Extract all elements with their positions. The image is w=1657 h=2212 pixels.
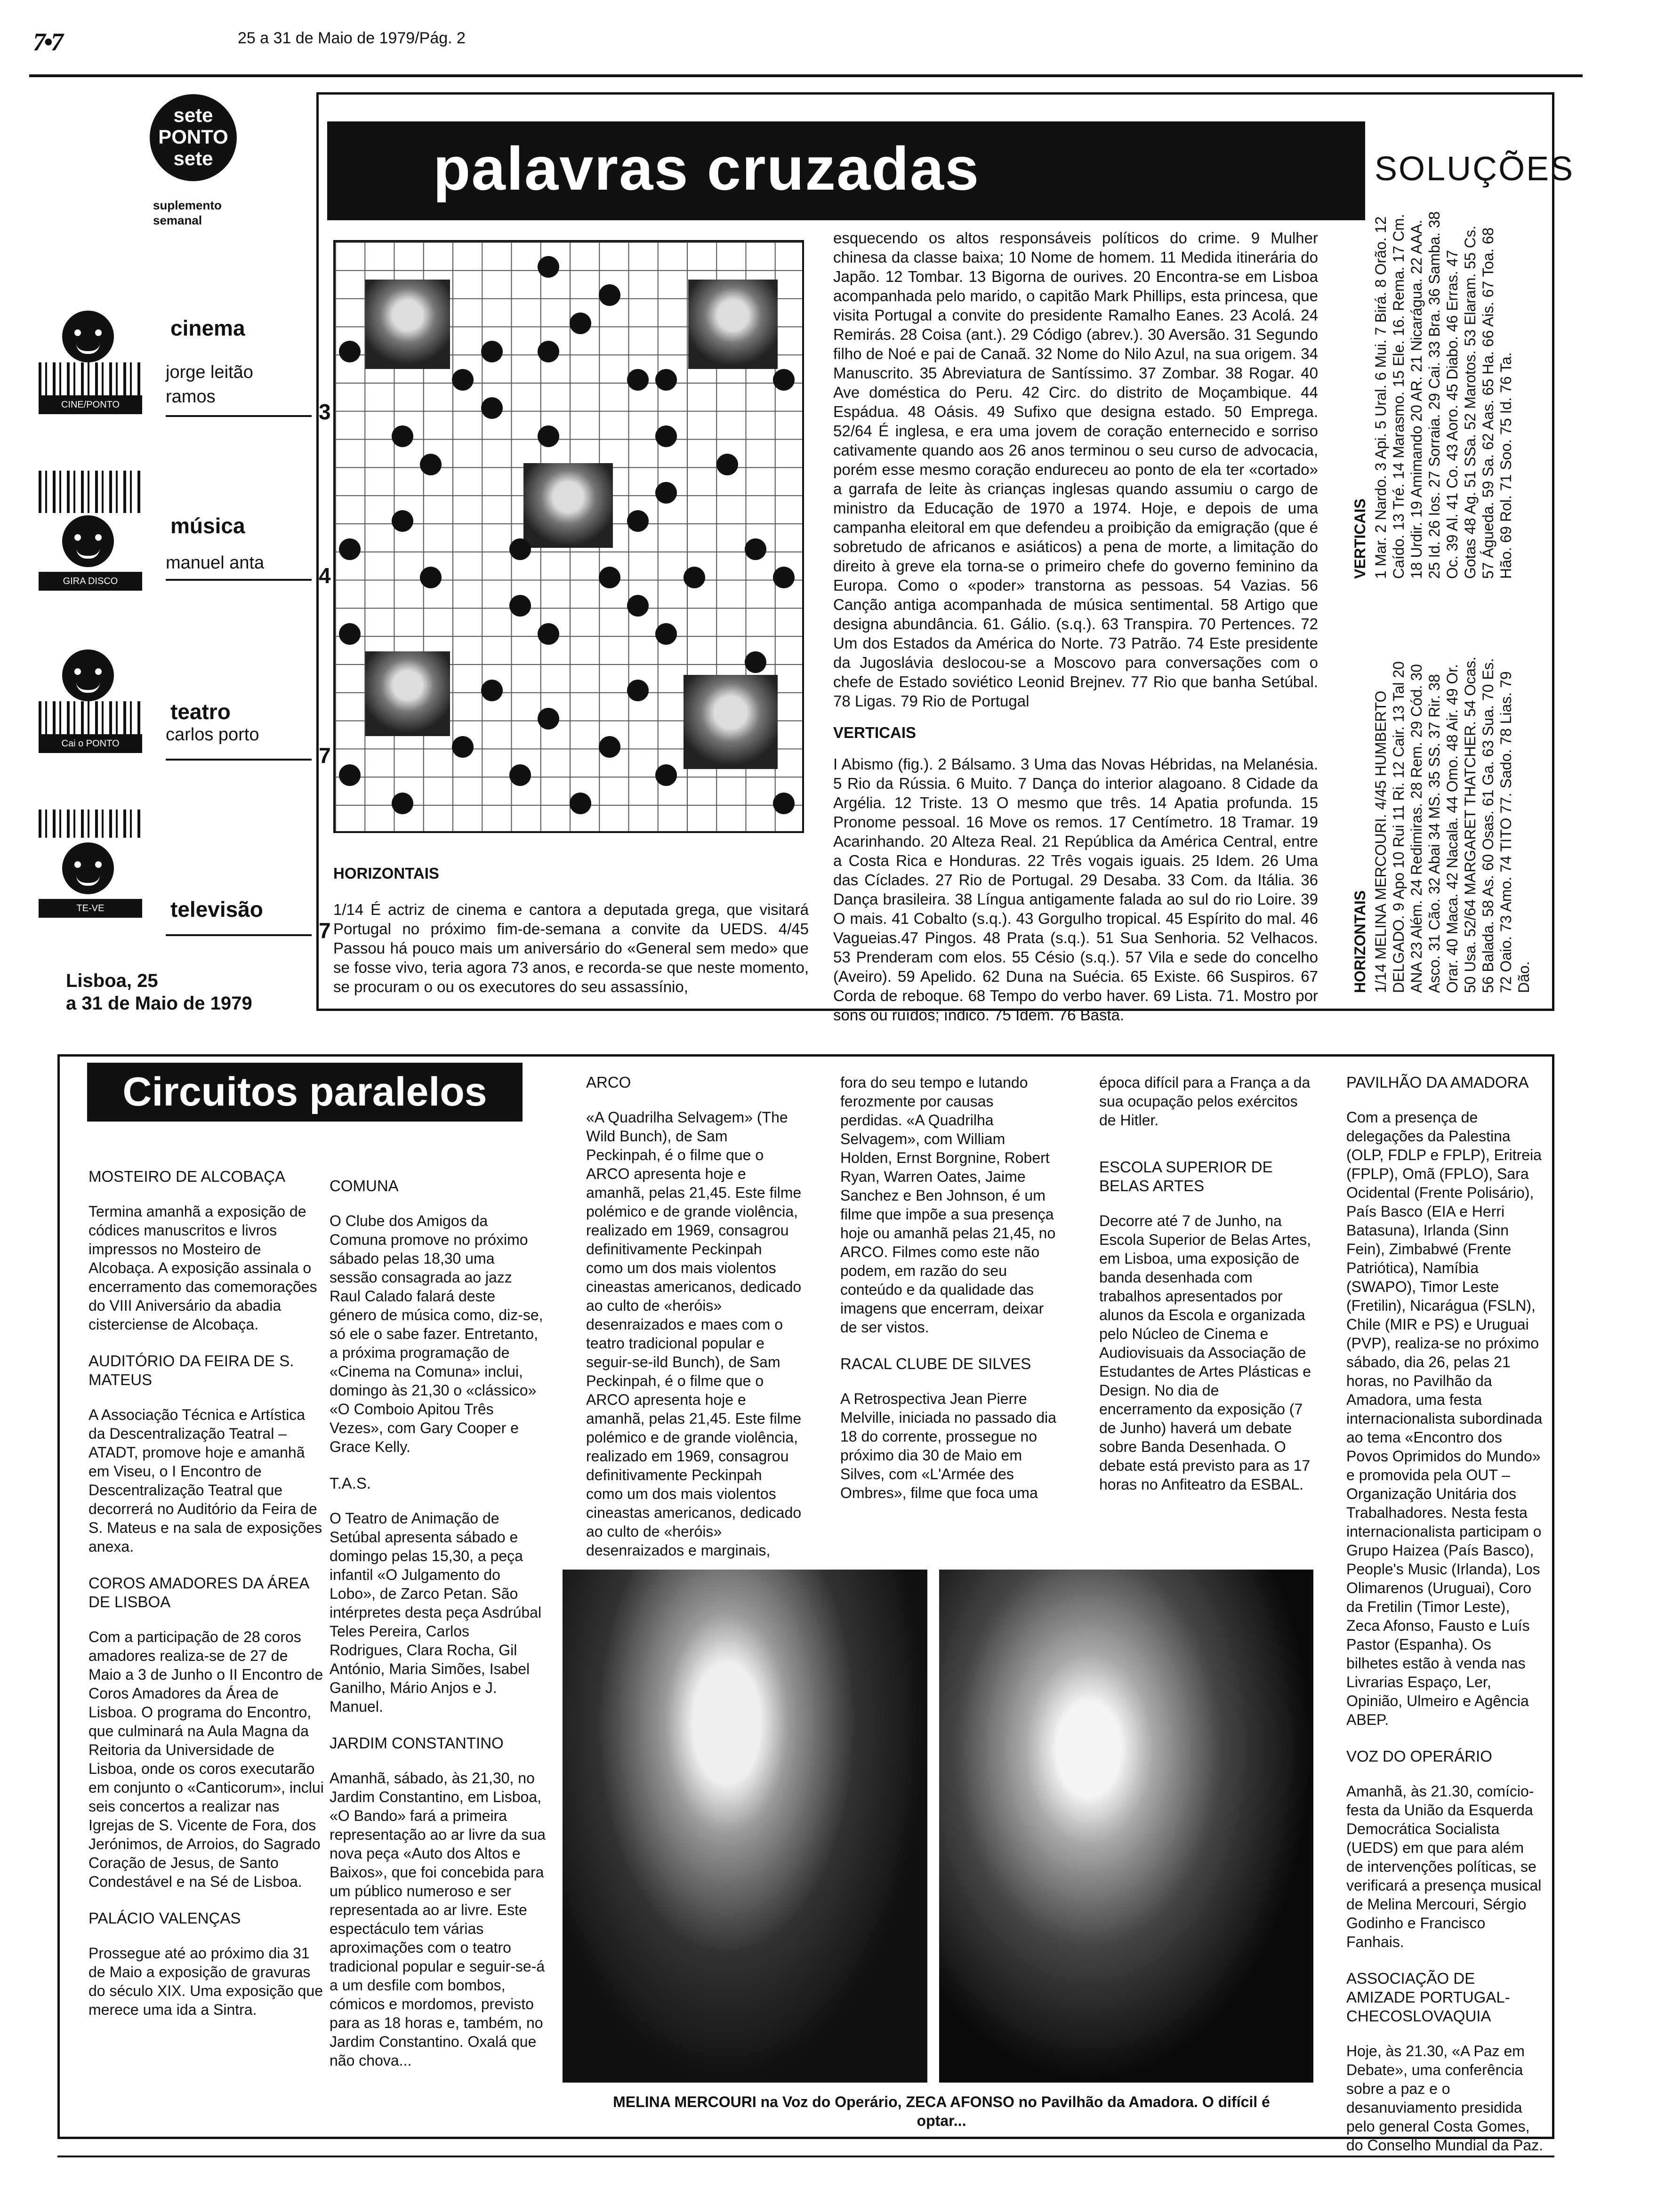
section-page: 7	[319, 918, 331, 943]
column-1	[88, 1167, 324, 2037]
black-cell	[538, 341, 559, 362]
section-page: 4	[319, 563, 331, 588]
black-cell	[655, 623, 677, 645]
black-cell	[684, 567, 705, 588]
face-icon	[62, 842, 114, 894]
section-rule	[166, 759, 312, 761]
black-cell	[599, 567, 620, 588]
section-author: jorge leitão	[166, 362, 253, 382]
cinema-icon	[29, 311, 147, 409]
black-cell	[655, 425, 677, 447]
article-text: Amanhã, às 21.30, comício-festa da União da Esquerda Democrática Socialista (UEDS) em que para além de intervenções políticas, se verificará a presença musical de Melina Mercouri, Sérgio Godinho e Francisco Fanhais.	[1346, 1783, 1542, 1950]
article-text: Decorre até 7 de Junho, na Escola Superior de Belas Artes, em Lisboa, uma exposição de banda desenhada com trabalhos apresentados por alunos da Escola e organizada pelo Núcleo de Cinema e Audiovisuais da Associação de Estudantes de Artes Plásticas e Design. No dia de encerramento da exposição (7 de Junho) haverá um debate sobre Banda Desenhada. O debate está previsto para as 17 horas no Anfiteatro da ESBAL.	[1099, 1212, 1311, 1493]
black-cell	[339, 623, 361, 645]
black-cell	[538, 256, 559, 278]
black-cell	[627, 369, 649, 391]
section-title: cinema	[170, 316, 245, 340]
clues-heading: HORIZONTAIS	[333, 865, 439, 882]
crossword-grid[interactable]	[333, 240, 804, 833]
sete-ponto-sete-logo	[150, 94, 237, 181]
column-4	[840, 1073, 1057, 1520]
face-icon	[62, 649, 114, 701]
article-text: A Retrospectiva Jean Pierre Melville, iniciada no passado dia 18 do corrente, prossegue no próximo dia 30 de Maio em Silves, com «L'Armée des Ombres», filme que foca uma	[840, 1390, 1056, 1501]
black-cell	[420, 567, 442, 588]
black-cell	[481, 341, 503, 362]
section-rule	[166, 934, 312, 936]
article-heading: PALÁCIO VALENÇAS	[88, 1909, 241, 1927]
black-cell	[745, 538, 766, 560]
suplemento-line: semanal	[153, 213, 202, 227]
suplemento-label	[153, 198, 222, 228]
black-cell	[538, 623, 559, 645]
photo-zeca-afonso	[563, 1570, 927, 2083]
article-text: fora do seu tempo e lutando ferozmente por causas perdidas. «A Quadrilha Selvagem», com William Holden, Ernst Borgnine, Robert Ryan, Warren Oates, Jaime Sanchez e Ben Johnson, é um filme que impõe a sua presença hoje ou amanhã pelas 21,45, no ARCO. Filmes como este não podem, em razão do seu conteúdo e da qualidade das imagens que encerram, deixar de ser vistos.	[840, 1074, 1056, 1336]
article-text: O Clube dos Amigos da Comuna promove no próximo sábado pelas 18,30 uma sessão consagrada ao jazz Raul Calado falará deste género de música como, diz-se, só ele o sabe fazer. Entretanto, a próxima programação de «Cinema na Comuna» inclui, domingo às 21,30 o «clássico» «O Comboio Apitou Três Vezes», com Gary Cooper e Grace Kelly.	[330, 1212, 543, 1455]
black-cell	[339, 764, 361, 786]
black-cell	[392, 425, 413, 447]
black-cell	[339, 538, 361, 560]
article-text: O Teatro de Animação de Setúbal apresenta sábado e domingo pelas 15,30, a peça infantil «O Julgamento do Lobo», de Zarco Petan. São intérpretes desta peça Asdrúbal Teles Pereira, Carlos Rodrigues, Clara Rocha, Gil António, Maria Simões, Isabel Ganilho, Mário Anjos e J. Manuel.	[330, 1510, 542, 1715]
section-tag: Cai o PONTO	[39, 734, 142, 753]
portrait-photo	[365, 651, 450, 736]
black-cell	[509, 538, 531, 560]
article-text: «A Quadrilha Selvagem» (The Wild Bunch), de Sam Peckinpah, é o filme que o ARCO apresenta hoje e amanhã, pelas 21,45. Este filme polémico e de grande violência, realizado em 1969, consagrou definitivamente Peckinpah como um dos mais violentos cineastas americanos, dedicado ao culto de «heróis» desenraizados e maes com o teatro tradicional popular e seguir-se-ild Bunch), de Sam Peckinpah, é o filme que o ARCO apresenta hoje e amanhã, pelas 21,45. Este filme polémico e de grande violência, realizado em 1969, consagrou definitivamente Peckinpah como um dos mais violentos cineastas americanos, dedicado ao culto de «heróis» desenraizados e marginais,	[586, 1109, 802, 1559]
section-title: teatro	[170, 699, 231, 724]
black-cell	[538, 708, 559, 729]
black-cell	[655, 369, 677, 391]
column-3	[586, 1073, 803, 1578]
section-tag: CINE/PONTO	[39, 395, 142, 414]
portrait-photo	[688, 280, 778, 369]
clues-heading: VERTICAIS	[833, 724, 917, 741]
article-text: Prossegue até ao próximo dia 31 de Maio a exposição de gravuras do século XIX. Uma exposição que merece uma ida a Sintra.	[88, 1945, 323, 2018]
solucoes-horizontais	[1351, 654, 1533, 993]
solucoes-heading-horizontais: HORIZONTAIS	[1351, 890, 1368, 993]
section-title: música	[170, 513, 245, 538]
suplemento-line: suplemento	[153, 198, 222, 212]
article-text: Amanhã, sábado, às 21,30, no Jardim Constantino, em Lisboa, «O Bando» fará a primeira representação ao ar livre da sua nova peça «Auto dos Altos e Baixos», que foi concebida para um público numeroso e ser representada ao ar livre. Este espectáculo tem várias aproximações com o teatro tradicional popular e seguir-se-á a um desfile com bombos, cómicos e mordomos, previsto para as 18 horas e, também, no Jardim Constantino. Oxalá que não chova...	[330, 1770, 546, 2069]
section-tag: GIRA DISCO	[39, 572, 142, 591]
black-cell	[509, 595, 531, 617]
black-cell	[392, 793, 413, 814]
article-heading: VOZ DO OPERÁRIO	[1346, 1747, 1492, 1765]
portrait-photo	[523, 463, 613, 548]
black-cell	[655, 764, 677, 786]
portrait-photo	[684, 675, 778, 769]
article-heading: RACAL CLUBE DE SILVES	[840, 1355, 1031, 1372]
newspaper-logo: 7•7	[33, 28, 62, 56]
barcode-icon	[39, 362, 142, 395]
antenna-icon	[39, 809, 142, 838]
solucoes-text: 1/14 MELINA MERCOURI. 4/45 HUMBERTO DELGADO. 9 Apo 10 Rui 11 Ri. 12 Cair. 13 Tal 20 ANA 23 Além. 24 Redimiras. 28 Rem. 29 Cód. 30 Asco. 31 Cão. 32 Abai 34 MS. 35 SS. 37 Rir. 38 Orar. 40 Maca. 42 Nacala. 44 Omo. 48 Air. 49 Or. 50 Usa. 52/64 MARGARET THATCHER. 54 Ocas. 56 Balada. 58 As. 60 Osas. 61 Ga. 63 Sua. 70 Es. 72 Oaio. 73 Amo. 74 TITO 77. Sado. 78 Lias. 79 Dão.	[1372, 657, 1532, 993]
black-cell	[627, 510, 649, 532]
black-cell	[452, 736, 474, 758]
clues-text: I Abismo (fig.). 2 Bálsamo. 3 Uma das Novas Hébridas, na Melanésia. 5 Rio da Rússia. 6 Muito. 7 Dança do interior alagoano. 8 Cidade da Argélia. 12 Triste. 13 O mesmo que três. 14 Apatia profunda. 15 Pronome pessoal. 16 Move os remos. 17 Centímetro. 18 Tramar. 19 Acarinhando. 20 Alteza Real. 21 República da América Central, entre a Costa Rica e Honduras. 22 Três vogais iguais. 25 Idem. 26 Uma das Cíclades. 27 Rio de Portugal. 29 Desaba. 33 Com. da Itália. 36 Dança brasileira. 38 Língua antigamente falada ao sul do rio Loire. 39 O mais. 41 Cobalto (s.q.). 43 Gorgulho tropical. 45 Espírito do mal. 46 Vagueias.47 Pingos. 48 Prata (s.q.). 51 Sua Senhoria. 52 Velhacos. 53 Prenderam com elos. 55 Césio (s.q.). 57 Vila e sede do concelho (Aveiro). 59 Apelido. 62 Duna na Suécia. 65 Existe. 66 Suspiros. 67 Corda de reboque. 68 Tempo do verbo haver. 69 Lista. 71. Mostro por sons ou ruídos; índico. 75 Idem. 76 Basta.	[833, 755, 1318, 1024]
portrait-photo	[365, 280, 450, 369]
article-heading: ESCOLA SUPERIOR DE BELAS ARTES	[1099, 1158, 1273, 1194]
black-cell	[745, 651, 766, 673]
black-cell	[716, 454, 738, 475]
black-cell	[599, 736, 620, 758]
article-text: Com a presença de delegações da Palestina (OLP, FDLP e FPLP), Eritreia (FPLP), Omã (FPLO), Sara Ocidental (Frente Polisário), País Basco (EIA e Herri Batasuna), Irlanda (Sinn Fein), Zimbabwé (Frente Patriótica), Namíbia (SWAPO), Timor Leste (Fretilin), Nicarágua (FSLN), Chile (MIR e PS) e Uruguai (PVP), realiza-se no próximo sábado, dia 26, pelas 21 horas, no Pavilhão da Amadora, uma festa internacionalista subordinada ao tema «Encontro dos Povos Oprimidos do Mundo» e promovida pela OUT – Organização Unitária dos Trabalhadores. Nesta festa internacionalista participam o Grupo Haizea (País Basco), People's Music (Irlanda), Los Olimarenos (Uruguai), Coro da Fretilin (Timor Leste), Zeca Afonso, Fausto e Luís Pastor (Espanha). Os bilhetes estão à venda nas Livrarias Espaço, Ler, Opinião, Ulmeiro e Agência ABEP.	[1346, 1109, 1543, 1728]
section-author: manuel anta	[166, 553, 265, 573]
solucoes-heading-verticais: VERTICAIS	[1351, 498, 1368, 579]
article-text: época difícil para a França a da sua ocupação pelos exércitos de Hitler.	[1099, 1074, 1311, 1129]
black-cell	[773, 369, 795, 391]
crossword-title: palavras cruzadas	[327, 121, 1365, 220]
face-icon	[62, 311, 114, 362]
black-cell	[481, 397, 503, 419]
photo-caption: MELINA MERCOURI na Voz do Operário, ZECA AFONSO no Pavilhão da Amadora. O difícil é optar...	[613, 2093, 1270, 2129]
section-author: ramos	[166, 387, 216, 407]
black-cell	[627, 595, 649, 617]
solucoes-heading: SOLUÇÕES	[1375, 150, 1575, 188]
section-page: 7	[319, 743, 331, 768]
clues-text: 1/14 É actriz de cinema e cantora a deputada grega, que visitará Portugal no próximo fim-de-semana a convite da UEDS. 4/45 Passou há pouco mais um aniversário do «General sem medo» que se fosse vivo, teria agora 73 anos, e recorda-se que neste momento, se procuram o ou os executores do seu assassínio,	[333, 901, 809, 995]
section-tag: TE-VE	[39, 899, 142, 918]
section-cinema[interactable]	[29, 311, 331, 433]
article-heading: T.A.S.	[330, 1475, 371, 1492]
section-author: carlos porto	[166, 725, 259, 745]
circuitos-title: Circuitos paralelos	[87, 1063, 523, 1122]
article-text: Hoje, às 21.30, «A Paz em Debate», uma conferência sobre a paz e o desanuviamento presidida pelo general Costa Gomes, do Conselho Mundial da Paz.	[1346, 2043, 1544, 2154]
section-musica[interactable]	[29, 471, 331, 593]
section-title: televisão	[170, 897, 263, 922]
section-televisao[interactable]	[29, 809, 331, 951]
logo-line: PONTO	[158, 126, 228, 148]
black-cell	[538, 425, 559, 447]
article-heading: JARDIM CONSTANTINO	[330, 1734, 504, 1752]
logo-line: sete	[173, 147, 213, 169]
lisboa-line: a 31 de Maio de 1979	[66, 993, 252, 1014]
photo-melina-mercouri	[939, 1570, 1313, 2083]
black-cell	[452, 369, 474, 391]
black-cell	[481, 680, 503, 701]
musica-icon	[29, 471, 147, 586]
article-heading: AUDITÓRIO DA FEIRA DE S. MATEUS	[88, 1352, 294, 1388]
face-icon	[62, 515, 114, 567]
black-cell	[773, 567, 795, 588]
horizontais-clues	[333, 864, 809, 996]
column-2	[330, 1177, 546, 2088]
article-heading: PAVILHÃO DA AMADORA	[1346, 1074, 1529, 1091]
column-5	[1099, 1073, 1316, 1512]
article-heading: ASSOCIAÇÃO DE AMIZADE PORTUGAL-CHECOSLOVAQUIA	[1346, 1970, 1510, 2025]
section-rule	[166, 579, 312, 581]
black-cell	[339, 341, 361, 362]
logo-line: sete	[173, 104, 213, 126]
article-heading: ARCO	[586, 1074, 631, 1091]
section-rule	[166, 415, 312, 417]
black-cell	[627, 680, 649, 701]
teatro-icon	[29, 640, 147, 749]
clues-text: esquecendo os altos responsáveis políticos do crime. 9 Mulher chinesa da classe baixa; 10 Nome de homem. 11 Medida itinerária do Japão. 12 Tombar. 13 Bigorna de ourives. 20 Encontra-se em Lisboa acompanhada pelo marido, o capitão Mark Phillips, esta princesa, que visita Portugal a convite do presidente Ramalho Eanes. 23 Acolá. 24 Remirás. 28 Coisa (ant.). 29 Código (abrev.). 30 Aversão. 31 Segundo filho de Noé e pai de Canaã. 32 Nome do Nilo Azul, na sua origem. 34 Manuscrito. 35 Abreviatura de Santíssimo. 37 Zombar. 38 Rogar. 40 Ave doméstica do Peru. 42 Circ. do distrito de Moçambique. 44 Espádua. 48 Oásis. 49 Sufixo que designa estado. 50 Emprega. 52/64 É inglesa, e era uma jovem de coração enternecido e sorriso cativamente quando aos 26 anos terminou o seu curso de advocacia, porém esse mesmo coração endureceu ao ponto de ela ter «cortado» a garrafa de leite às crianças inglesas quando assumiu o cargo de ministro da Educação de 1970 a 1974. Hoje, e depois de uma campanha eleitoral em que defendeu a proibição da emigração (que é sobretudo de africanos e asiáticos) a pena de morte, a limitação do direito à greve ela torna-se o primeiro chefe do governo feminino da Europa. Como o «poder» transtorna as pessoas. 54 Vazias. 56 Canção antiga acompanhada de música sentimental. 58 Artigo que designa abundância. 61. Gálio. (s.q.). 63 Transpira. 70 Pertences. 72 Um dos Estados da América do Norte. 73 Patrão. 74 Este presidente da Jugoslávia deslocou-se a Moscovo para conversações com o chefe de Estado soviético Leonid Brejnev. 77 Rio que banha Setúbal. 78 Ligas. 79 Rio de Portugal	[833, 229, 1318, 710]
section-page: 3	[319, 400, 331, 424]
black-cell	[599, 284, 620, 306]
barcode-icon	[39, 701, 142, 734]
article-text: A Associação Técnica e Artística da Descentralização Teatral – ATADT, promove hoje e amanhã em Viseu, o I Encontro de Descentralização Teatral que decorrerá no Auditório da Feira de S. Mateus e na sala de exposições anexa.	[88, 1406, 322, 1555]
bottom-rule	[57, 2156, 1554, 2157]
solucoes-verticais	[1351, 207, 1515, 579]
black-cell	[570, 313, 591, 334]
article-heading: COROS AMADORES DA ÁREA DE LISBOA	[88, 1574, 309, 1611]
right-clues	[833, 228, 1318, 1025]
barcode-icon	[39, 471, 142, 513]
black-cell	[392, 510, 413, 532]
article-heading: COMUNA	[330, 1177, 399, 1194]
black-cell	[655, 482, 677, 504]
black-cell	[509, 764, 531, 786]
article-text: Com a participação de 28 coros amadores realiza-se de 27 de Maio a 3 de Junho o II Encontro de Coros Amadores da Área de Lisboa. O programa do Encontro, que culminará na Aula Magna da Reitoria da Universidade de Lisboa, onde os coros executarão em conjunto o «Canticorum», inclui seis concertos a realizar nas Igrejas de S. Vicente de Fora, dos Jerónimos, de Arroios, do Sagrado Coração de Jesus, de Santo Condestável e na Sé de Lisboa.	[88, 1628, 324, 1890]
top-rule	[29, 74, 1583, 77]
black-cell	[773, 793, 795, 814]
section-teatro[interactable]	[29, 640, 331, 772]
issue-date: 25 a 31 de Maio de 1979/Pág. 2	[238, 29, 466, 47]
lisboa-dateline	[66, 970, 252, 1015]
black-cell	[420, 454, 442, 475]
black-cell	[570, 793, 591, 814]
column-6	[1346, 1073, 1544, 2172]
article-text: Termina amanhã a exposição de códices manuscritos e livros impressos no Mosteiro de Alcobaça. A exposição assinala o encerramento das comemorações do VIII Aniversário da abadia cisterciense de Alcobaça.	[88, 1203, 317, 1333]
article-heading: MOSTEIRO DE ALCOBAÇA	[88, 1168, 286, 1185]
lisboa-line: Lisboa, 25	[66, 970, 158, 991]
solucoes-text: 1 Mar. 2 Nardo. 3 Api. 5 Ural. 6 Mui. 7 Birá. 8 Orão. 12 Caído. 13 Tré. 14 Marasmo. 15 Ele. 16. Rema. 17 Cm. 18 Urdir. 19 Amimando 20 AR. 21 Nicarágua. 22 AAA. 25 Id. 26 Ios. 27 Sorraia. 29 Cai. 33 Bra. 36 Samba. 38 Oc. 39 Al. 41 Co. 43 Aoro. 45 Diabo. 46 Erras. 47 Gotas 48 Ag. 51 SSa. 52 Marotos. 53 Elaram. 55 Cs. 57 Águeda. 59 Sa. 62 Aas. 65 Ha. 66 Ais. 67 Toa. 68 Hão. 69 Rol. 71 Soo. 75 Id. 76 Ta.	[1372, 211, 1514, 579]
televisao-icon	[29, 809, 147, 914]
